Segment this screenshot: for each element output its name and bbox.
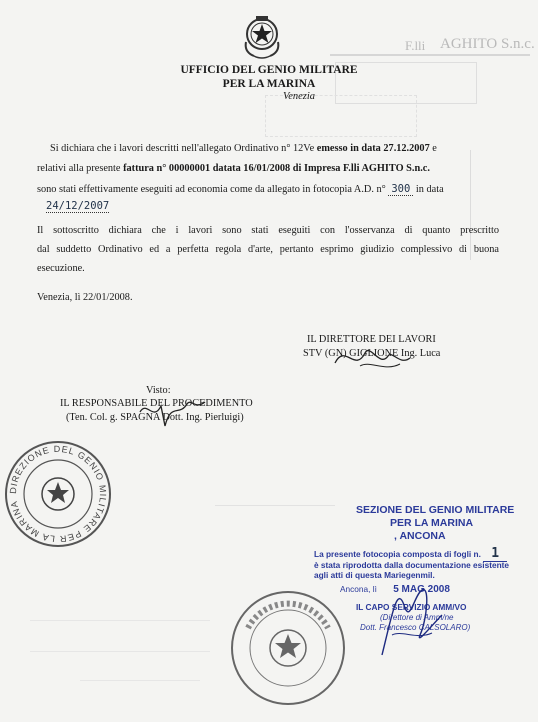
director-signature-icon	[330, 338, 420, 378]
p1-l2-invoice: fattura n° 00000001 datata 16/01/2008 di Impresa F.lli AGHITO S.n.c.	[123, 163, 430, 174]
p1-l3-handwritten-number: 300	[388, 183, 413, 196]
responsible-title: IL RESPONSABILE DEL PROCEDIMENTO	[60, 398, 253, 409]
stamp-line-2: PER LA MARINA	[390, 517, 474, 529]
paragraph-1-handwritten-date: 24/12/2007	[46, 200, 110, 212]
place-date: Venezia, lì 22/01/2008.	[37, 292, 133, 303]
office-title-line1: UFFICIO DEL GENIO MILITARE	[180, 64, 358, 76]
stamp-line-8: IL CAPO SERVIZIO AMM/VO	[356, 602, 467, 612]
stamp-line-7-text: Ancona, lì	[340, 584, 377, 594]
stamp-line-5: è stata riprodotta dalla documentazione esistente	[314, 560, 510, 570]
ghost-brand: AGHITO S.n.c.	[440, 36, 535, 52]
director-title: IL DIRETTORE DEI LAVORI	[307, 334, 436, 345]
p1-l3-text-b: in data	[415, 184, 444, 195]
stamp-line-10: Dott. Francesco CALSOLARO)	[360, 623, 471, 632]
paragraph-2-line-2: dal suddetto Ordinativo ed a perfetta regola d'arte, pertanto esprimo giudizio complessivo di buona	[37, 244, 499, 255]
paragraph-1-line-3	[37, 182, 444, 197]
responsible-signature-icon	[135, 392, 215, 432]
p1-text-a: Si dichiara che i lavori descritti nell'allegato Ordinativo n° 12Ve	[50, 143, 317, 154]
republic-emblem-icon	[240, 12, 284, 62]
p1-l2-text-a: relativi alla presente	[37, 163, 124, 174]
p1-l3-text-a: sono stati effettivamente eseguiti ad economia come da allegato in fotocopia A.D. n°	[37, 184, 386, 195]
p1-text-c: e	[429, 143, 437, 154]
office-city: Venezia	[282, 91, 316, 102]
stamp-line-6: agli atti di questa Mariegenmil.	[314, 570, 435, 580]
paragraph-2-line-1: Il sottoscritto dichiara che i lavori sono stati eseguiti con l'osservanza di quanto prescritto	[37, 225, 499, 236]
stamp-line-4	[314, 546, 507, 561]
stamp-line-3: , ANCONA	[394, 530, 446, 542]
visto-label: Visto:	[146, 385, 171, 396]
office-title-line2: PER LA MARINA	[222, 78, 316, 90]
paragraph-1-line-1	[50, 142, 437, 156]
left-official-seal-icon	[2, 438, 114, 550]
paragraph-1-line-2	[37, 162, 430, 176]
ghost-bottom-left-2	[80, 680, 200, 701]
p1-text-b: emesso in data 27.12.2007	[316, 143, 430, 154]
stamp-line-1: SEZIONE DEL GENIO MILITARE	[356, 504, 515, 516]
stamp-line-4-text: La presente fotocopia composta di fogli n.	[314, 549, 481, 559]
certification-signature-icon	[372, 575, 452, 665]
stamp-date: 5 MAG 2008	[393, 584, 450, 595]
ghost-brand-prefix: F.lli	[405, 38, 426, 53]
responsible-name: (Ten. Col. g. SPAGNA Dott. Ing. Pierluigi)	[66, 412, 244, 423]
director-name: STV (GN) GIGLIONE Ing. Luca	[303, 348, 441, 359]
paragraph-2-line-3: esecuzione.	[37, 263, 85, 274]
left-seal-ring-text: DIREZIONE DEL GENIO MILITARE PER LA MARINA	[7, 443, 109, 545]
ghost-line	[330, 54, 530, 56]
stamp-line-9: (Direttore di Amm/ne	[380, 613, 454, 622]
ghost-bottom-left	[30, 620, 210, 652]
stamp-handwritten-pages: 1	[483, 546, 507, 562]
